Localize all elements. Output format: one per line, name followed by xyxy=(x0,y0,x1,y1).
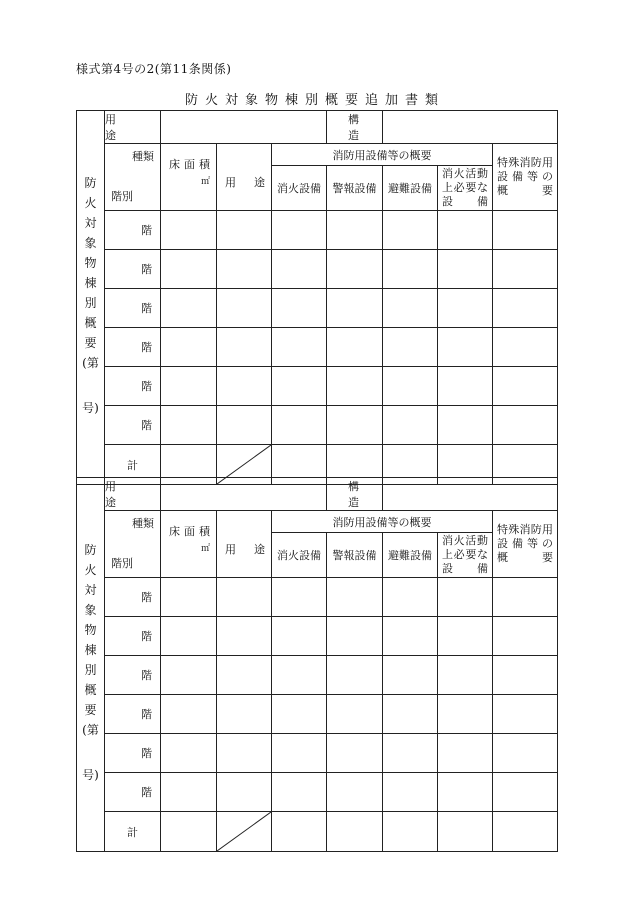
alarm-cell[interactable] xyxy=(327,617,383,656)
floor-row xyxy=(77,695,558,734)
floor-label: 階 xyxy=(105,617,161,656)
use-cell[interactable] xyxy=(217,656,272,695)
floor-row xyxy=(77,289,558,328)
side-char: 対 xyxy=(84,583,97,597)
form-number-label: 様式第4号の2(第11条関係) xyxy=(76,62,232,76)
special-line: 概 要 xyxy=(497,551,554,564)
special-cell[interactable] xyxy=(493,578,558,617)
special-cell[interactable] xyxy=(493,734,558,773)
floor-row xyxy=(77,617,558,656)
extinguish-cell[interactable] xyxy=(272,578,327,617)
total-label: 計 xyxy=(105,445,161,485)
floor-label: 階 xyxy=(105,656,161,695)
use-cell[interactable] xyxy=(217,773,272,812)
side-char: 概 xyxy=(84,683,97,697)
floor-row xyxy=(77,328,558,367)
evacuation-cell[interactable] xyxy=(383,734,438,773)
side-char: 別 xyxy=(84,296,97,310)
floor-row xyxy=(77,656,558,695)
total-row xyxy=(77,812,558,852)
side-char: 防 xyxy=(84,543,97,557)
evacuation-cell[interactable] xyxy=(383,328,438,367)
equipment-header: 消防用設備等の概要 xyxy=(272,144,493,166)
firefighting-cell[interactable] xyxy=(438,250,493,289)
floor-area-cell[interactable] xyxy=(161,250,217,289)
special-cell[interactable] xyxy=(493,406,558,445)
use-cell[interactable] xyxy=(217,250,272,289)
floor-row xyxy=(77,578,558,617)
side-char: 別 xyxy=(84,663,97,677)
firefighting-header xyxy=(438,166,493,211)
floor-area-header xyxy=(161,144,217,211)
total-floor-area-cell[interactable] xyxy=(161,812,217,852)
use-column-label: 用 途 xyxy=(225,543,265,556)
floor-div-label: 階別 xyxy=(111,557,133,570)
special-cell[interactable] xyxy=(493,773,558,812)
firefight-line: 消火活動 xyxy=(442,534,489,547)
alarm-cell[interactable] xyxy=(327,367,383,406)
use-column-label: 用 途 xyxy=(225,176,265,189)
extinguish-cell[interactable] xyxy=(272,211,327,250)
evacuation-cell[interactable] xyxy=(383,406,438,445)
total-label: 計 xyxy=(105,812,161,852)
firefighting-cell[interactable] xyxy=(438,367,493,406)
building-summary-section-2 xyxy=(76,477,557,847)
side-char: 対 xyxy=(84,216,97,230)
extinguish-cell[interactable] xyxy=(272,289,327,328)
side-char: 号) xyxy=(82,401,99,415)
building-summary-section-1 xyxy=(76,110,557,480)
firefighting-header xyxy=(438,533,493,578)
extinguish-cell[interactable] xyxy=(272,250,327,289)
kind-floor-header xyxy=(105,144,161,211)
side-char: 棟 xyxy=(84,643,97,657)
firefight-line: 設 備 xyxy=(442,195,489,208)
total-alarm-cell[interactable] xyxy=(327,812,383,852)
firefight-line: 消火活動 xyxy=(442,167,489,180)
floor-label: 階 xyxy=(105,695,161,734)
side-char: 棟 xyxy=(84,276,97,290)
floor-area-cell[interactable] xyxy=(161,328,217,367)
structure-label: 構 造 xyxy=(327,478,383,511)
firefighting-cell[interactable] xyxy=(438,211,493,250)
floor-row xyxy=(77,367,558,406)
total-evacuation-cell[interactable] xyxy=(383,812,438,852)
special-line: 設備等の xyxy=(497,170,554,183)
floor-div-label: 階別 xyxy=(111,190,133,203)
alarm-cell[interactable] xyxy=(327,578,383,617)
extinguish-cell[interactable] xyxy=(272,328,327,367)
floor-label: 階 xyxy=(105,734,161,773)
use-column-header xyxy=(217,511,272,578)
firefighting-cell[interactable] xyxy=(438,695,493,734)
floor-area-cell[interactable] xyxy=(161,734,217,773)
side-title-cell xyxy=(77,478,105,852)
evacuation-cell[interactable] xyxy=(383,656,438,695)
equipment-header: 消防用設備等の概要 xyxy=(272,511,493,533)
firefighting-cell[interactable] xyxy=(438,734,493,773)
special-cell[interactable] xyxy=(493,250,558,289)
diagonal-slash xyxy=(217,812,271,851)
evacuation-header: 避難設備 xyxy=(383,533,438,578)
use-cell[interactable] xyxy=(217,734,272,773)
special-line: 概 要 xyxy=(497,184,554,197)
floor-label: 階 xyxy=(105,250,161,289)
alarm-cell[interactable] xyxy=(327,250,383,289)
use-cell[interactable] xyxy=(217,695,272,734)
floor-label: 階 xyxy=(105,289,161,328)
floor-row xyxy=(77,773,558,812)
evacuation-cell[interactable] xyxy=(383,773,438,812)
floor-row xyxy=(77,734,558,773)
special-cell[interactable] xyxy=(493,328,558,367)
side-title xyxy=(77,478,104,851)
floor-label: 階 xyxy=(105,367,161,406)
floor-area-cell[interactable] xyxy=(161,406,217,445)
side-char: 概 xyxy=(84,316,97,330)
alarm-cell[interactable] xyxy=(327,773,383,812)
firefighting-cell[interactable] xyxy=(438,773,493,812)
use-cell[interactable] xyxy=(217,367,272,406)
evacuation-cell[interactable] xyxy=(383,211,438,250)
special-cell[interactable] xyxy=(493,617,558,656)
alarm-header: 警報設備 xyxy=(327,166,383,211)
firefighting-cell[interactable] xyxy=(438,617,493,656)
alarm-cell[interactable] xyxy=(327,289,383,328)
kind-floor-header xyxy=(105,511,161,578)
use-label: 用 途 xyxy=(105,111,161,144)
firefighting-cell[interactable] xyxy=(438,656,493,695)
extinguish-cell[interactable] xyxy=(272,617,327,656)
use-cell[interactable] xyxy=(217,328,272,367)
use-cell[interactable] xyxy=(217,211,272,250)
floor-area-cell[interactable] xyxy=(161,656,217,695)
use-cell[interactable] xyxy=(217,578,272,617)
structure-label: 構 造 xyxy=(327,111,383,144)
special-cell[interactable] xyxy=(493,289,558,328)
extinguish-cell[interactable] xyxy=(272,406,327,445)
side-char: 要 xyxy=(84,703,97,717)
floor-label: 階 xyxy=(105,578,161,617)
side-char: (第 xyxy=(82,723,99,737)
floor-area-label: 床面積 xyxy=(169,158,214,171)
floor-area-cell[interactable] xyxy=(161,578,217,617)
form-title: 防火対象物棟別概要追加書類 xyxy=(184,93,445,108)
floor-label: 階 xyxy=(105,773,161,812)
side-title xyxy=(77,111,104,484)
area-unit: ㎡ xyxy=(200,177,210,187)
floor-label: 階 xyxy=(105,328,161,367)
evacuation-cell[interactable] xyxy=(383,289,438,328)
use-cell[interactable] xyxy=(217,406,272,445)
extinguish-header: 消火設備 xyxy=(272,533,327,578)
evacuation-header: 避難設備 xyxy=(383,166,438,211)
special-cell[interactable] xyxy=(493,695,558,734)
side-char: (第 xyxy=(82,356,99,370)
use-cell[interactable] xyxy=(217,617,272,656)
alarm-header: 警報設備 xyxy=(327,533,383,578)
firefight-line: 設 備 xyxy=(442,562,489,575)
special-equipment-header xyxy=(493,144,558,211)
side-char: 防 xyxy=(84,176,97,190)
building-summary-table xyxy=(76,110,558,485)
evacuation-cell[interactable] xyxy=(383,578,438,617)
use-value-cell[interactable] xyxy=(161,478,327,511)
special-cell[interactable] xyxy=(493,367,558,406)
side-char: 象 xyxy=(84,236,97,250)
total-use-slashed-cell xyxy=(217,812,272,852)
floor-area-label: 床面積 xyxy=(169,525,214,538)
side-char: 火 xyxy=(84,563,97,577)
alarm-cell[interactable] xyxy=(327,406,383,445)
side-char: 物 xyxy=(84,256,97,270)
alarm-cell[interactable] xyxy=(327,695,383,734)
use-label: 用 途 xyxy=(105,478,161,511)
kind-label: 種類 xyxy=(132,517,154,530)
special-line: 設備等の xyxy=(497,537,554,550)
extinguish-header: 消火設備 xyxy=(272,166,327,211)
use-column-header xyxy=(217,144,272,211)
firefighting-cell[interactable] xyxy=(438,328,493,367)
alarm-cell[interactable] xyxy=(327,211,383,250)
special-equipment-header xyxy=(493,511,558,578)
firefighting-cell[interactable] xyxy=(438,578,493,617)
floor-row xyxy=(77,406,558,445)
firefighting-cell[interactable] xyxy=(438,289,493,328)
total-special-cell[interactable] xyxy=(493,812,558,852)
structure-value-cell[interactable] xyxy=(383,111,558,144)
floor-area-cell[interactable] xyxy=(161,211,217,250)
floor-row xyxy=(77,250,558,289)
firefight-line: 上必要な xyxy=(442,181,489,194)
area-unit: ㎡ xyxy=(200,544,210,554)
floor-area-header xyxy=(161,511,217,578)
kind-label: 種類 xyxy=(132,150,154,163)
floor-label: 階 xyxy=(105,211,161,250)
extinguish-cell[interactable] xyxy=(272,734,327,773)
special-line: 特殊消防用 xyxy=(497,156,554,169)
alarm-cell[interactable] xyxy=(327,734,383,773)
firefighting-cell[interactable] xyxy=(438,406,493,445)
building-summary-table xyxy=(76,477,558,852)
floor-label: 階 xyxy=(105,406,161,445)
alarm-cell[interactable] xyxy=(327,328,383,367)
total-firefighting-cell[interactable] xyxy=(438,812,493,852)
floor-area-cell[interactable] xyxy=(161,695,217,734)
side-char: 象 xyxy=(84,603,97,617)
floor-area-cell[interactable] xyxy=(161,367,217,406)
total-extinguish-cell[interactable] xyxy=(272,812,327,852)
special-line: 特殊消防用 xyxy=(497,523,554,536)
special-cell[interactable] xyxy=(493,211,558,250)
evacuation-cell[interactable] xyxy=(383,617,438,656)
special-cell[interactable] xyxy=(493,656,558,695)
extinguish-cell[interactable] xyxy=(272,695,327,734)
evacuation-cell[interactable] xyxy=(383,367,438,406)
side-char: 火 xyxy=(84,196,97,210)
use-value-cell[interactable] xyxy=(161,111,327,144)
floor-area-cell[interactable] xyxy=(161,773,217,812)
floor-area-cell[interactable] xyxy=(161,289,217,328)
side-title-cell xyxy=(77,111,105,485)
alarm-cell[interactable] xyxy=(327,656,383,695)
floor-row xyxy=(77,211,558,250)
extinguish-cell[interactable] xyxy=(272,773,327,812)
evacuation-cell[interactable] xyxy=(383,250,438,289)
side-char: 物 xyxy=(84,623,97,637)
floor-area-cell[interactable] xyxy=(161,617,217,656)
side-char: 要 xyxy=(84,336,97,350)
structure-value-cell[interactable] xyxy=(383,478,558,511)
extinguish-cell[interactable] xyxy=(272,367,327,406)
extinguish-cell[interactable] xyxy=(272,656,327,695)
side-char: 号) xyxy=(82,768,99,782)
evacuation-cell[interactable] xyxy=(383,695,438,734)
use-cell[interactable] xyxy=(217,289,272,328)
firefight-line: 上必要な xyxy=(442,548,489,561)
